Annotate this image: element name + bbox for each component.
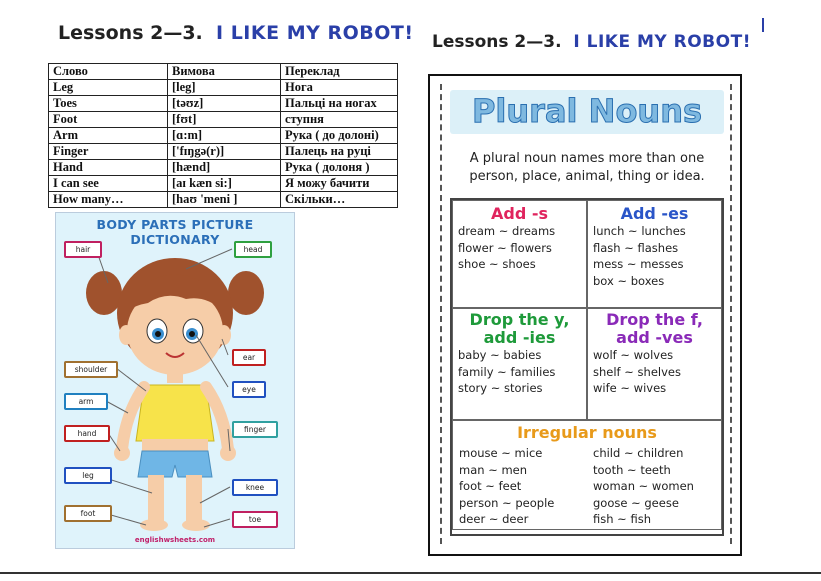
- lesson-number: Lessons 2—3.: [58, 22, 203, 44]
- label-shoulder: shoulder: [64, 361, 118, 378]
- header-word: Слово: [49, 64, 168, 80]
- rule-examples: [588, 223, 721, 289]
- table-row: [49, 160, 398, 176]
- word-cell: How many…: [49, 192, 168, 208]
- label-eye: eye: [232, 381, 266, 398]
- edge-mark: [762, 18, 764, 32]
- example: story ~ stories: [458, 381, 543, 395]
- lesson-title-left: [58, 22, 414, 44]
- example: fish ~ fish: [593, 512, 651, 526]
- label-leg: leg: [64, 467, 112, 484]
- rules-grid: [450, 198, 724, 536]
- rule-examples: [453, 347, 586, 397]
- rule-heading: Irregular nouns: [517, 423, 657, 442]
- rule-heading: add -ves: [616, 328, 693, 347]
- poster-header: [450, 90, 724, 134]
- body-parts-dictionary: [55, 212, 295, 549]
- irregular-left-column: [459, 445, 554, 528]
- translation-cell: ступня: [281, 112, 398, 128]
- table-row: [49, 96, 398, 112]
- word-cell: I can see: [49, 176, 168, 192]
- translation-cell: Скільки…: [281, 192, 398, 208]
- example: deer ~ deer: [459, 512, 529, 526]
- pronunciation-cell: [haʊ 'meni ]: [168, 192, 281, 208]
- example: man ~ men: [459, 462, 528, 477]
- label-knee: knee: [232, 479, 278, 496]
- table-header-row: [49, 64, 398, 80]
- table-row: [49, 128, 398, 144]
- table-row: [49, 112, 398, 128]
- word-cell: Arm: [49, 128, 168, 144]
- rule-drop-y: [452, 308, 587, 420]
- plural-nouns-poster: [428, 74, 742, 556]
- label-toe: toe: [232, 511, 278, 528]
- label-finger: finger: [232, 421, 278, 438]
- example: baby ~ babies: [458, 348, 542, 362]
- poster-description: A plural noun names more than one person, place, animal, thing or idea.: [469, 151, 705, 184]
- example: box ~ boxes: [593, 273, 665, 288]
- example: shoe ~ shoes: [458, 257, 536, 271]
- example: person ~ people: [459, 495, 555, 510]
- lesson-topic: I LIKE MY ROBOT!: [216, 22, 414, 44]
- pronunciation-cell: [təʊz]: [168, 96, 281, 112]
- table-row: [49, 176, 398, 192]
- rule-drop-f: [587, 308, 722, 420]
- rule-heading: Add -es: [620, 204, 689, 223]
- example: tooth ~ teeth: [593, 462, 671, 477]
- rule-heading: Drop the f,: [606, 310, 703, 329]
- rule-add-s: [452, 200, 587, 308]
- label-head: head: [234, 241, 272, 258]
- translation-cell: Нога: [281, 80, 398, 96]
- example: foot ~ feet: [459, 479, 522, 493]
- table-row: [49, 192, 398, 208]
- label-hand: hand: [64, 425, 110, 442]
- rule-add-es: [587, 200, 722, 308]
- example: woman ~ women: [593, 479, 694, 493]
- dictionary-title: BODY PARTS PICTURE DICTIONARY: [96, 217, 254, 247]
- lesson-number: Lessons 2—3.: [432, 32, 562, 52]
- poster-frame: [440, 84, 732, 544]
- translation-cell: Палець на руці: [281, 144, 398, 160]
- irregular-right-column: [593, 445, 694, 528]
- table-row: [49, 144, 398, 160]
- word-cell: Toes: [49, 96, 168, 112]
- example: family ~ families: [458, 364, 556, 379]
- example: mess ~ messes: [593, 257, 684, 271]
- header-pronunciation: Вимова: [168, 64, 281, 80]
- translation-cell: Рука ( долоня ): [281, 160, 398, 176]
- example: dream ~ dreams: [458, 224, 556, 238]
- example: mouse ~ mice: [459, 446, 543, 460]
- pronunciation-cell: [leg]: [168, 80, 281, 96]
- label-foot: foot: [64, 505, 112, 522]
- rule-irregular: [452, 420, 722, 530]
- pronunciation-cell: ['fɪŋgə(r)]: [168, 144, 281, 160]
- example: shelf ~ shelves: [593, 364, 681, 379]
- example: goose ~ geese: [593, 495, 679, 510]
- word-cell: Leg: [49, 80, 168, 96]
- rule-examples: [588, 347, 721, 397]
- pronunciation-cell: [ɑ:m]: [168, 128, 281, 144]
- word-cell: Hand: [49, 160, 168, 176]
- dictionary-footer: englishwsheets.com: [134, 536, 216, 544]
- example: flash ~ flashes: [593, 240, 679, 255]
- lesson-title-right: [432, 32, 751, 52]
- translation-cell: Я можу бачити: [281, 176, 398, 192]
- rule-heading: add -ies: [483, 328, 556, 347]
- rule-heading: Drop the y,: [469, 310, 570, 329]
- example: wolf ~ wolves: [593, 348, 674, 362]
- label-hair: hair: [64, 241, 102, 258]
- pronunciation-cell: [aɪ kæn si:]: [168, 176, 281, 192]
- word-cell: Finger: [49, 144, 168, 160]
- word-cell: Foot: [49, 112, 168, 128]
- example: flower ~ flowers: [458, 240, 552, 255]
- poster-title: Plural Nouns: [471, 92, 703, 130]
- label-ear: ear: [232, 349, 266, 366]
- lesson-topic: I LIKE MY ROBOT!: [573, 32, 751, 52]
- example: child ~ children: [593, 446, 684, 460]
- translation-cell: Пальці на ногах: [281, 96, 398, 112]
- example: wife ~ wives: [593, 381, 667, 395]
- example: lunch ~ lunches: [593, 224, 686, 238]
- page-bottom-rule: [0, 572, 821, 574]
- header-translation: Переклад: [281, 64, 398, 80]
- table-row: [49, 80, 398, 96]
- translation-cell: Рука ( до долоні): [281, 128, 398, 144]
- label-arm: arm: [64, 393, 108, 410]
- pronunciation-cell: [hænd]: [168, 160, 281, 176]
- rule-examples: [453, 223, 586, 273]
- rule-heading: Add -s: [490, 204, 549, 223]
- vocabulary-table: [48, 63, 398, 208]
- pronunciation-cell: [fʊt]: [168, 112, 281, 128]
